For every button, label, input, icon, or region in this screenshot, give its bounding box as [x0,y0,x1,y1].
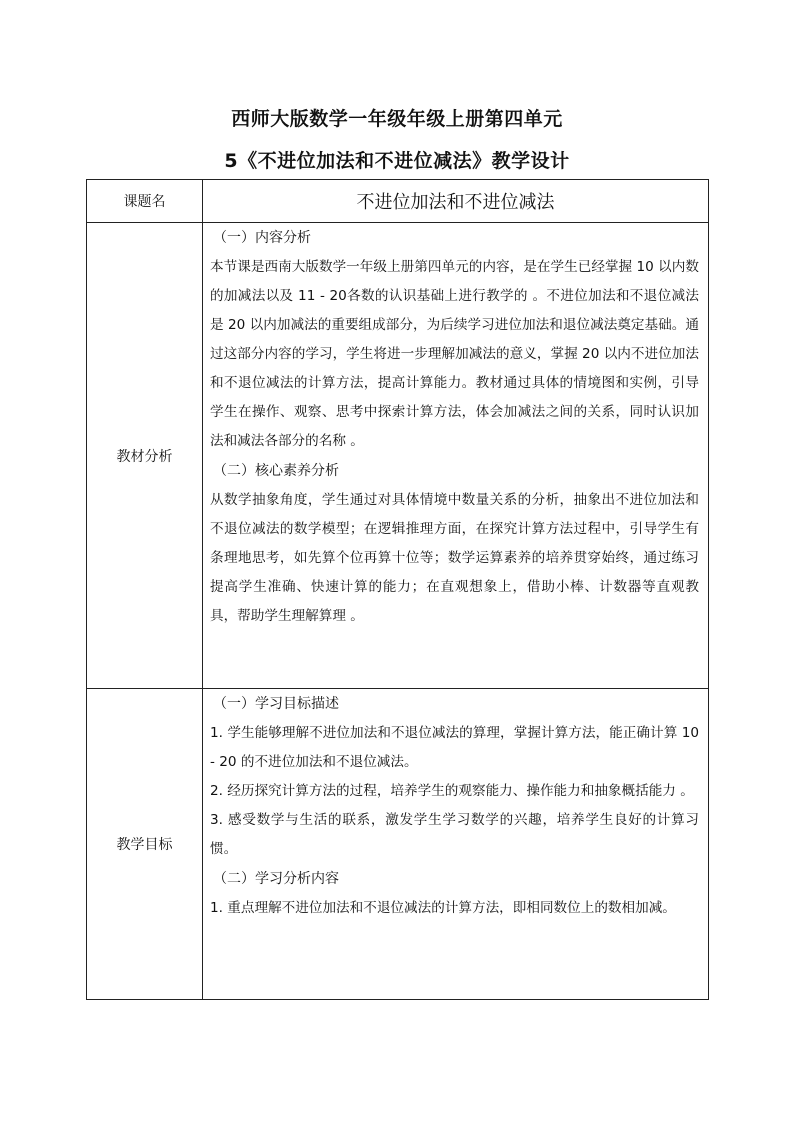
objectives-content [203,689,709,1000]
core-literacy-text: 从数学抽象角度，学生通过对具体情境中数量关系的分析，抽象出不进位加法和不退位减法的数学模型；在逻辑推理方面，在探究计算方法过程中，引导学生有条理地思考，如先算个位再算十位等；数学运算素养的培养贯穿始终，通过练习提高学生准确、快速计算的能力；在直观想象上，借助小棒、计数器等直观教具，帮助学生理解算理 。 [210,492,699,624]
objective-item-1: 1. 学生能够理解不进位加法和不退位减法的算理，掌握计算方法，能正确计算 10 - 20 的不进位加法和不退位减法。 [210,725,699,770]
materials-label: 教材分析 [87,223,203,689]
topic-label: 课题名 [87,180,203,223]
topic-value: 不进位加法和不进位减法 [203,180,709,223]
objective-item-3: 3. 感受数学与生活的联系，激发学生学习数学的兴趣，培养学生良好的计算习惯。 [210,812,699,857]
content-analysis-text: 本节课是西南大版数学一年级上册第四单元的内容，是在学生已经掌握 10 以内数的加减法以及 11 - 20各数的认识基础上进行教学的 。不进位加法和不退位减法是 20 以内加减法的重要组成部分，为后续学习进位加法和退位减法奠定基础。通过这部分内容的学习，学生将进一步理解加减法的意义，掌握 20 以内不进位加法和不退位减法的计算方法，提高计算能力。教材通过具体的情境图和实例，引导学生在操作、观察、思考中探索计算方法，体会加减法之间的关系，同时认识加法和减法各部分的名称 。 [210,259,699,449]
objectives-heading: （一）学习目标描述 [213,696,339,712]
document-subtitle: 5《不进位加法和不进位减法》教学设计 [224,150,570,172]
objectives-row [87,689,709,1000]
objectives-label: 教学目标 [87,689,203,1000]
analysis-item-1: 1. 重点理解不进位加法和不退位减法的计算方法，即相同数位上的数相加减。 [210,900,676,916]
content-analysis-heading: （一）内容分析 [213,230,311,246]
document-title: 西师大版数学一年级年级上册第四单元 [231,108,563,130]
core-literacy-heading: （二）核心素养分析 [213,463,339,479]
objective-item-2: 2. 经历探究计算方法的过程，培养学生的观察能力、操作能力和抽象概括能力 。 [210,783,694,799]
materials-content [203,223,709,689]
lesson-plan-table [86,179,709,1000]
analysis-heading: （二）学习分析内容 [213,871,339,887]
topic-row [87,180,709,223]
materials-row [87,223,709,689]
